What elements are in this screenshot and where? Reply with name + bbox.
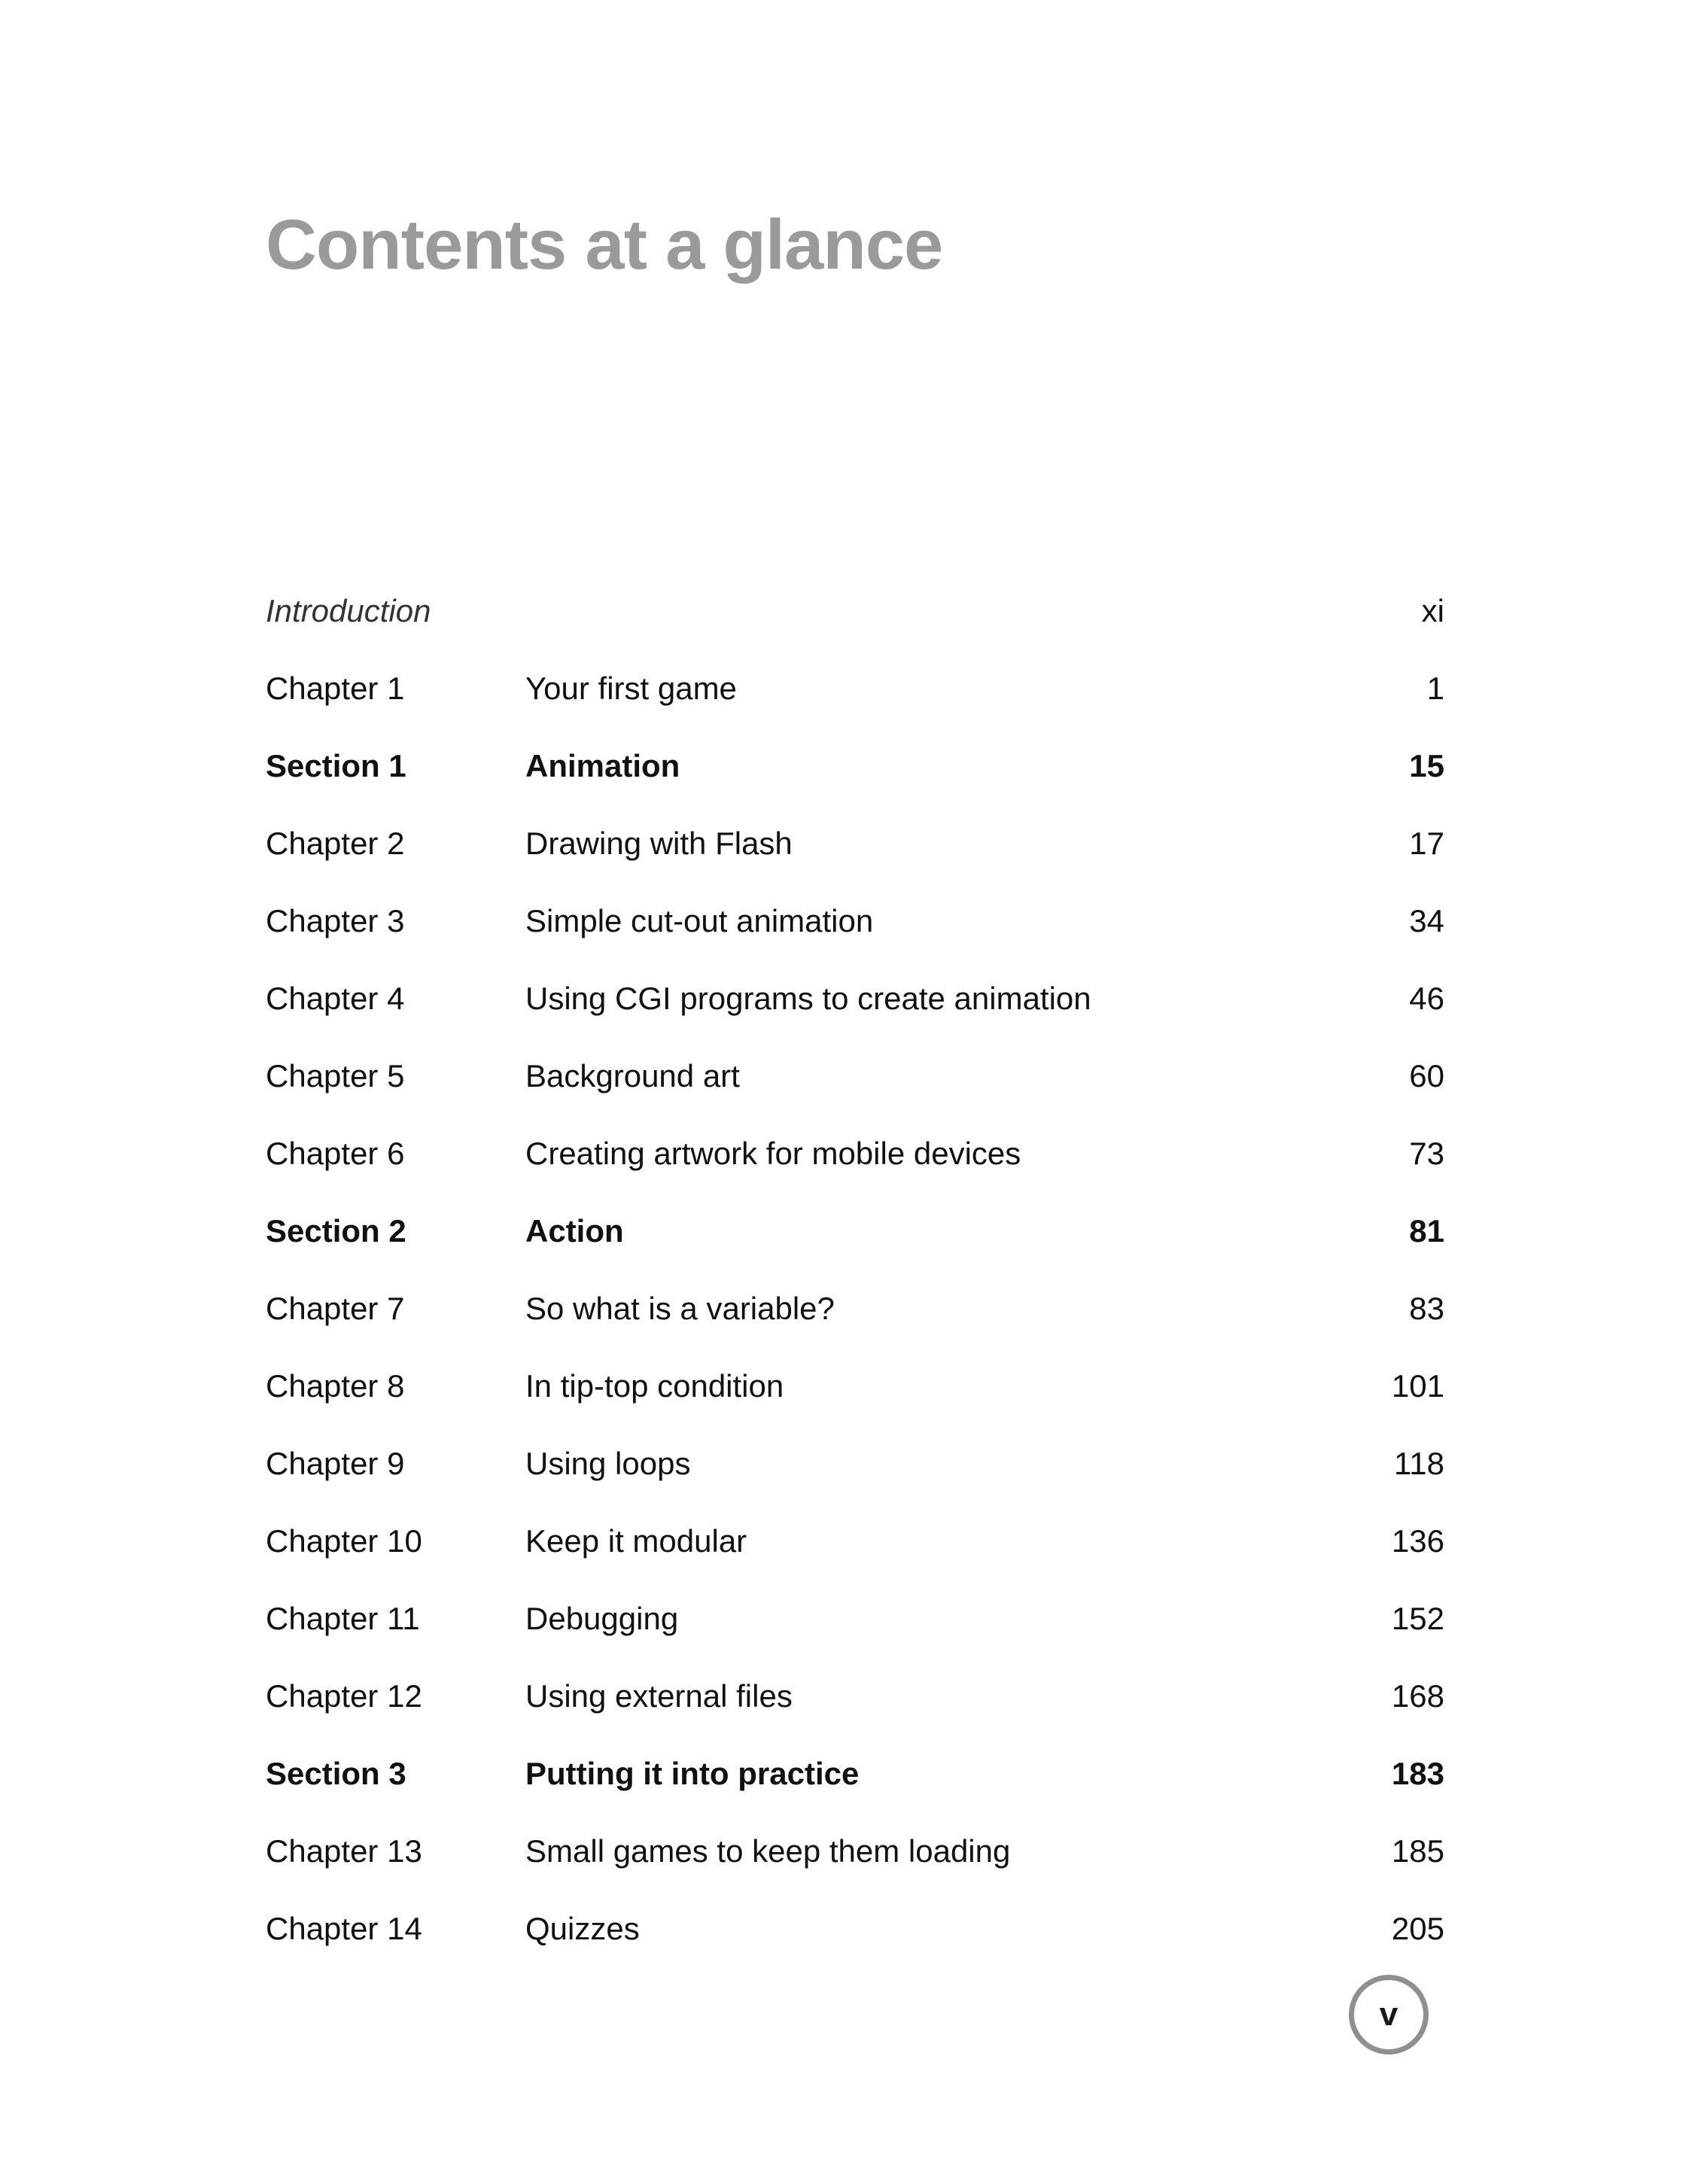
toc-entry-title: Background art <box>525 1058 740 1094</box>
toc-entry-title: Action <box>525 1213 624 1249</box>
toc-entry-label: Chapter 7 <box>266 1291 405 1326</box>
toc-entry-label: Section 3 <box>266 1756 406 1791</box>
toc-row-chapter-10[interactable] <box>266 1502 1444 1580</box>
toc-entry-page: 168 <box>1391 1678 1444 1714</box>
toc-row-section-3[interactable] <box>266 1735 1444 1812</box>
toc-entry-page: 17 <box>1409 826 1444 861</box>
toc-entry-label: Chapter 3 <box>266 903 405 938</box>
toc-entry-label: Section 2 <box>266 1213 406 1249</box>
toc-entry-page: 83 <box>1409 1291 1444 1326</box>
toc-row-chapter-1[interactable] <box>266 649 1444 727</box>
toc-entry-page: xi <box>1421 593 1444 628</box>
toc-entry-label: Chapter 5 <box>266 1058 405 1094</box>
toc-entry-page: 183 <box>1391 1756 1444 1791</box>
toc-row-section-1[interactable] <box>266 727 1444 805</box>
toc-entry-title: Quizzes <box>525 1911 640 1946</box>
toc-row-chapter-12[interactable] <box>266 1657 1444 1735</box>
toc-entry-title: Creating artwork for mobile devices <box>525 1136 1021 1171</box>
toc-entry-label: Chapter 11 <box>266 1601 420 1636</box>
toc-entry-page: 46 <box>1409 981 1444 1016</box>
toc-entry-label: Chapter 1 <box>266 671 405 706</box>
toc-entry-page: 118 <box>1394 1446 1444 1481</box>
toc-row-section-2[interactable] <box>266 1192 1444 1270</box>
toc-row-chapter-4[interactable] <box>266 960 1444 1037</box>
toc-row-chapter-2[interactable] <box>266 805 1444 882</box>
toc-row-chapter-14[interactable] <box>266 1890 1444 1967</box>
toc-row-chapter-13[interactable] <box>266 1812 1444 1890</box>
toc-entry-title: Using CGI programs to create animation <box>525 981 1091 1016</box>
toc-entry-label: Introduction <box>266 593 431 628</box>
toc-row-chapter-6[interactable] <box>266 1115 1444 1192</box>
toc-entry-page: 152 <box>1391 1601 1444 1636</box>
toc-row-chapter-3[interactable] <box>266 882 1444 960</box>
toc-entry-title: Small games to keep them loading <box>525 1833 1011 1869</box>
toc-entry-label: Chapter 2 <box>266 826 405 861</box>
toc-row-chapter-11[interactable] <box>266 1580 1444 1657</box>
toc-entry-title: Your first game <box>525 671 737 706</box>
toc-row-chapter-9[interactable] <box>266 1425 1444 1502</box>
toc-entry-title: Using external files <box>525 1678 793 1714</box>
toc-entry-page: 73 <box>1409 1136 1444 1171</box>
toc-entry-label: Chapter 9 <box>266 1446 405 1481</box>
toc-entry-page: 60 <box>1409 1058 1444 1094</box>
toc-entry-title: Putting it into practice <box>525 1756 860 1791</box>
toc-entry-page: 34 <box>1409 903 1444 938</box>
toc-entry-title: Simple cut-out animation <box>525 903 874 938</box>
toc-entry-label: Chapter 8 <box>266 1368 405 1404</box>
page-number: v <box>1379 1996 1398 2033</box>
toc-row-chapter-8[interactable] <box>266 1347 1444 1425</box>
toc-entry-label: Chapter 4 <box>266 981 405 1016</box>
toc-entry-title: So what is a variable? <box>525 1291 835 1326</box>
toc-entry-title: Using loops <box>525 1446 691 1481</box>
toc-entry-label: Chapter 13 <box>266 1833 422 1869</box>
page-title: Contents at a glance <box>266 205 943 284</box>
toc-entry-page: 205 <box>1391 1911 1444 1946</box>
toc-entry-title: In tip-top condition <box>525 1368 784 1404</box>
toc-entry-page: 101 <box>1391 1368 1444 1404</box>
toc-row-chapter-7[interactable] <box>266 1270 1444 1347</box>
toc-entry-page: 1 <box>1426 671 1444 706</box>
toc-entry-page: 81 <box>1409 1213 1444 1249</box>
toc-entry-page: 15 <box>1409 748 1444 783</box>
toc-entry-label: Chapter 6 <box>266 1136 405 1171</box>
page-number-badge <box>1349 1975 1429 2055</box>
toc-entry-page: 136 <box>1391 1523 1444 1559</box>
toc-entry-label: Section 1 <box>266 748 406 783</box>
toc-entry-title: Debugging <box>525 1601 679 1636</box>
toc-entry-title: Animation <box>525 748 680 783</box>
table-of-contents <box>266 572 1444 1967</box>
toc-entry-title: Keep it modular <box>525 1523 747 1559</box>
toc-entry-page: 185 <box>1391 1833 1444 1869</box>
toc-entry-label: Chapter 10 <box>266 1523 422 1559</box>
toc-entry-title: Drawing with Flash <box>525 826 793 861</box>
toc-row-introduction[interactable] <box>266 572 1444 649</box>
toc-row-chapter-5[interactable] <box>266 1037 1444 1115</box>
toc-entry-label: Chapter 14 <box>266 1911 422 1946</box>
toc-entry-label: Chapter 12 <box>266 1678 422 1714</box>
